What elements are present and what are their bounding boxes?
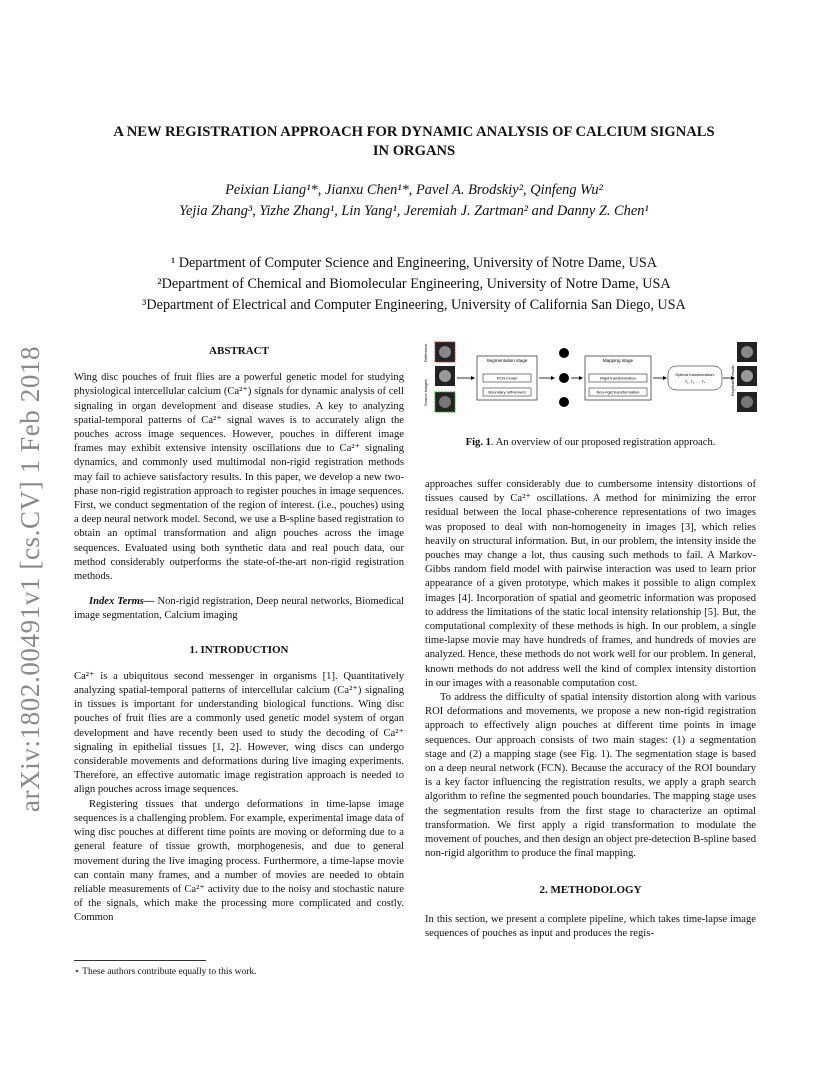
reference-label: Reference [423,343,428,362]
right-column [425,478,756,941]
transform-sequence-label: T₁, T₂, ..., Tₙ [684,380,706,384]
right-paragraph-2: To address the difficulty of spatial intensity distortion along with various ROI deformations and movements, we propose a new non-rigid registration approach to effectively align pouches at different time points in image sequences. Our approach consists of two main stages: (1) a segmentation stage and (2) a mapping stage (see Fig. 1). The segmentation stage is based on a deep neural network (FCN). Because the accuracy of the ROI boundary is a key factor influencing the registration results, we apply a graph search algorithm to refine the segmented pouch boundaries. The mapping stage uses the segmentation results from the first stage to characterize an optimal transformation. We first apply a rigid transformation to modulate the movement of pouches, and then design an object pre-detection B-spline based non-rigid algorithm to produce the final mapping. [425,692,756,860]
author-list: Peixian Liang¹*, Jianxu Chen¹*, Pavel A. Brodskiy², Qinfeng Wu² Yejia Zhang³, Yizhe Zhang¹, Lin Yang¹, Jeremiah J. Zartman² and Danny Z. Chen¹ [179,182,649,219]
registration-results-label: Registration results [731,365,735,396]
figure-caption: Fig. 1. An overview of our proposed registration approach. [465,437,716,448]
right-paragraph-1: approaches suffer considerably due to cumbersome intensity distortions of tissues caused by Ca²⁺ oscillations. A method for minimizing the error residual between the local phase-coherence representations of two images was proposed to deal with non-homogeneity in images [3], which relies heavily on structural information. But, in our problem, the intensity inside the pouches may change a lot, thus causing such methods to fail. A Markov-Gibbs random field model with pairwise interaction was used to learn prior appearance of a given prototype, which makes it possible to align complex images [4]. Incorporation of spatial and geometric information was proposed to address the limitations of the static local intensity relationship [5]. But, the computational complexity of these methods is high. In our problem, a single time-lapse movie may have hundreds of frames, and hundreds of movies are analyzed. Hence, these methods do not work well for our problem. In general, known methods do not address well the kind of complex intensity distortion in our images with a reasonable computation cost. [425,479,756,689]
footnote: ⋆ These authors contribute equally to this work. [74,967,257,977]
optimal-transformation-box [668,366,722,390]
reference-pouch-shape [439,346,451,358]
abstract-heading: ABSTRACT [209,345,269,357]
method-paragraph-1: In this section, we present a complete pipeline, which takes time-lapse image sequences of pouches as input and produces the regis- [425,913,756,939]
mask-2 [559,373,569,383]
overview-figure [421,336,761,420]
section-2-heading: 2. METHODOLOGY [539,884,642,897]
section-1-heading: 1. INTRODUCTION [189,643,289,656]
segmentation-stage-label: Segmentation stage [486,358,528,363]
abstract-text: Wing disc pouches of fruit flies are a powerful genetic model for studying physiological intercellular calcium (Ca²⁺) signals for dynamic analysis of cell signaling in organ development and disease studies. A key to analyzing spatial-temporal patterns of Ca²⁺ signal waves is to accurately align the pouches across image sequences. However, pouches in different image frames may exhibit extensive intensity oscillations due to Ca²⁺ signaling dynamics, and commonly used multimodal non-rigid registration methods may fail to achieve satisfactory results. In this paper, we develop a new two-phase non-rigid registration approach to register pouches in image sequences. First, we conduct segmentation of the region of interest. (i.e., pouches) using a deep neural network model. Second, we use a B-spline based registration to obtain an optimal transformation and align pouches across the image sequences. Evaluated using both synthetic data and real pouch data, our method considerably outperforms the state-of-the-art non-rigid registration methods. [74,372,404,583]
fcn-model-label: FCN model [496,375,518,381]
footnote-rule [74,960,206,961]
intro-paragraph-1: Ca²⁺ is a ubiquitous second messenger in organisms [1]. Quantitatively analyzing spatial-temporal patterns of intercellular calcium (Ca²⁺) signaling in tissues is important for understanding biological functions. Wing disc pouches of fruit flies are a commonly used genetic model system of organ development and have recently been used to study the decoding of Ca²⁺ signaling in epithelial tissues [1, 2]. However, wing discs can undergo considerable movements and deformations during live imaging experiments. Therefore, an effective automatic image registration approach is needed to align pouches across image sequences. [74,670,404,796]
left-column [74,344,404,926]
source-images-label: Source images [423,379,428,406]
mapping-stage-label: Mapping stage [602,358,634,363]
mask-3 [559,397,569,407]
affiliation-3: ³Department of Electrical and Computer Engineering, University of California San Diego, USA [142,297,686,313]
affiliation-2: ²Department of Chemical and Biomolecular Engineering, University of Notre Dame, USA [157,276,671,292]
mask-1 [559,348,569,358]
affiliation-1: ¹ Department of Computer Science and Engineering, University of Notre Dame, USA [170,255,658,271]
index-terms: Index Terms— Non-rigid registration, Deep neural networks, Biomedical image segmentation, Calcium imaging [74,596,404,622]
paper-title: A NEW REGISTRATION APPROACH FOR DYNAMIC ANALYSIS OF CALCIUM SIGNALS IN ORGANS [113,124,715,159]
optimal-transformation-label: Optimal transformation: [675,373,715,377]
arxiv-watermark: arXiv:1802.00491v1 [cs.CV] 1 Feb 2018 [15,345,45,812]
nonrigid-transformation-label: Non-rigid transformation [596,389,640,395]
affiliations [40,253,788,316]
rigid-transformation-label: Rigid transformation [600,375,636,381]
intro-paragraph-2: Registering tissues that undergo deformations in time-lapse image sequences is a challenging problem. For example, experimental image data of wing disc pouches at different time points are moving or deforming due to a general feature of tissue growth, morphogenesis, and due to general movement during the live imaging process. Furthermore, a time-lapse movie can contain many frames, and a number of movies are needed to obtain reliable measurements of Ca²⁺ activity due to the noisy and stochastic nature of the signals, which make the processing more complicated and costly. Common [74,798,404,924]
boundary-refinement-label: Boundary refinement [488,389,526,395]
